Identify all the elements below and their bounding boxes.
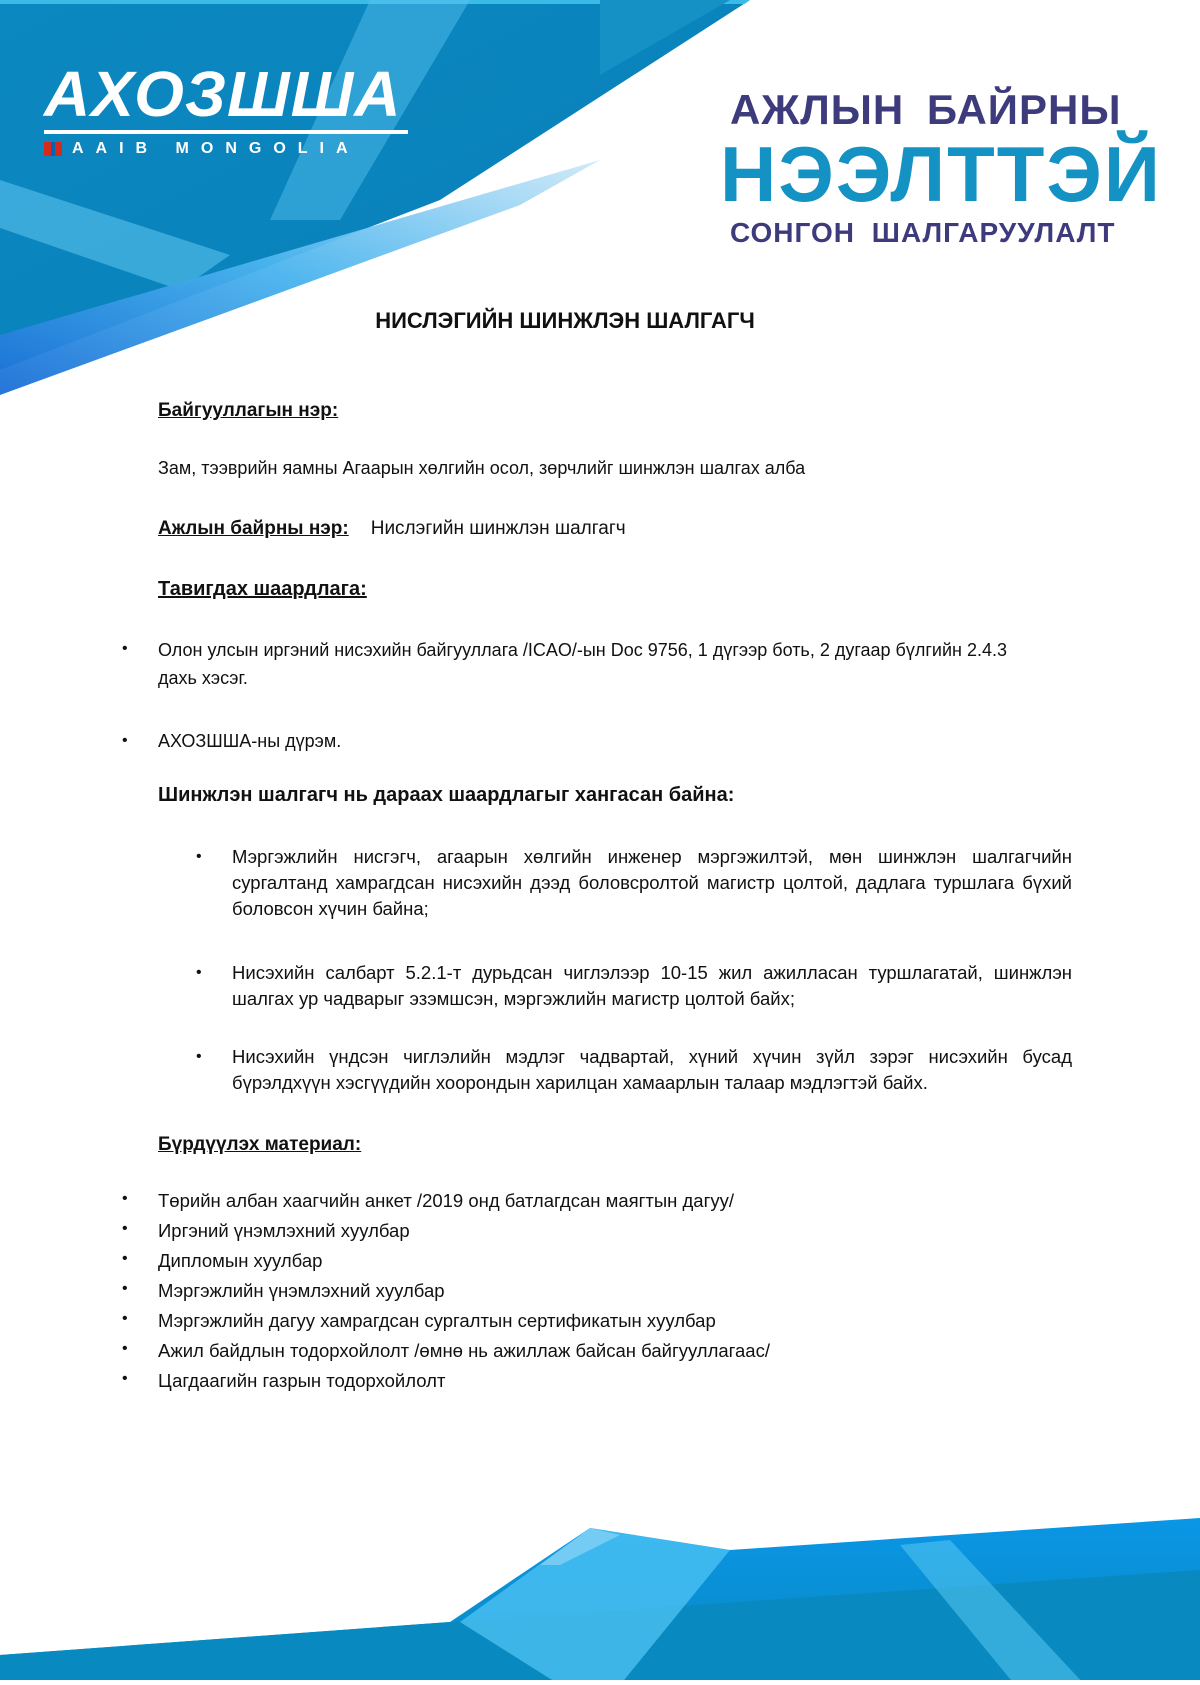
material-text: Дипломын хуулбар	[158, 1250, 323, 1271]
material-item	[122, 1276, 1022, 1306]
bullet-icon: •	[196, 964, 202, 981]
aaib-logo	[44, 58, 416, 158]
organization-value: Зам, тээврийн яамны Агаарын хөлгийн осол, зөрчлийг шинжлэн шалгах алба	[158, 458, 806, 478]
material-text: Мэргэжлийн дагуу хамрагдсан сургалтын сертификатын хуулбар	[158, 1310, 716, 1331]
investigator-requirement-item	[196, 1044, 1076, 1096]
investigator-requirement-text: Нисэхийн салбарт 5.2.1-т дурьдсан чиглэлээр 10-15 жил ажилласан туршлагатай, шинжлэн шалгах ур чадварыг эзэмшсэн, мэргэжлийн магистр цолтой байх;	[232, 962, 1072, 1009]
investigator-requirement-text: Нисэхийн үндсэн чиглэлийн мэдлэг чадвартай, хүний хүчин зүйл зэрэг нисэхийн бусад бүрэлдхүүн хэсгүүдийн хоорондын харилцан хамаарлын талаар мэдлэгтэй байх.	[232, 1046, 1072, 1093]
materials-list	[122, 1186, 1022, 1396]
requirements-label: Тавигдах шаардлага:	[158, 578, 367, 600]
mongolia-flag-icon	[44, 142, 62, 156]
investigator-requirements-heading: Шинжлэн шалгагч нь дараах шаардлагыг хангасан байна:	[158, 784, 735, 806]
material-item	[122, 1306, 1022, 1336]
position-value: Нислэгийн шинжлэн шалгагч	[370, 518, 626, 539]
material-text: Мэргэжлийн үнэмлэхний хуулбар	[158, 1280, 445, 1301]
document-title: НИСЛЭГИЙН ШИНЖЛЭН ШАЛГАГЧ	[375, 308, 755, 333]
bullet-icon: •	[122, 1280, 128, 1297]
requirement-item	[122, 728, 1072, 754]
bullet-icon: •	[196, 1048, 202, 1065]
requirement-item	[122, 636, 1072, 692]
organization-label: Байгууллагын нэр:	[158, 400, 339, 421]
position-label: Ажлын байрны нэр:	[158, 518, 349, 539]
header-line-1: АЖЛЫН БАЙРНЫ	[730, 86, 1122, 133]
material-text: Цагдаагийн газрын тодорхойлолт	[158, 1370, 446, 1391]
materials-label: Бүрдүүлэх материал:	[158, 1134, 362, 1155]
bullet-icon: •	[122, 1310, 128, 1327]
material-item	[122, 1186, 1022, 1216]
bullet-icon: •	[122, 1250, 128, 1267]
material-item	[122, 1366, 1022, 1396]
vacancy-header	[720, 86, 1180, 250]
header-line-2: НЭЭЛТТЭЙ	[720, 130, 1162, 218]
bullet-icon: •	[122, 1220, 128, 1237]
bullet-icon: •	[122, 1190, 128, 1207]
requirement-text: Олон улсын иргэний нисэхийн байгууллага /ICAO/-ын Doc 9756, 1 дүгээр боть, 2 дугаар бүлгийн 2.4.3 дахь хэсэг.	[158, 640, 1007, 688]
material-text: Ажил байдлын тодорхойлолт /өмнө нь ажиллаж байсан байгууллагаас/	[158, 1340, 770, 1361]
logo-subtitle-row	[44, 140, 416, 158]
logo-wordmark: АХОЗШША	[44, 58, 402, 130]
investigator-requirement-text: Мэргэжлийн нисгэгч, агаарын хөлгийн инженер мэргэжилтэй, мөн шинжлэн шалгагчийн сургалтанд хамрагдсан нисэхийн дээд боловсролтой магистр цолтой, дадлага туршлага бүхий боловсон хүчин байна;	[232, 846, 1072, 919]
header-line-3: СОНГОН ШАЛГАРУУЛАЛТ	[730, 217, 1116, 248]
requirement-text: АХОЗШША-ны дүрэм.	[158, 731, 342, 751]
investigator-requirement-item	[196, 960, 1076, 1012]
investigator-requirement-item	[196, 844, 1076, 922]
material-item	[122, 1216, 1022, 1246]
bullet-icon: •	[122, 640, 128, 657]
material-text: Төрийн албан хаагчийн анкет /2019 онд батлагдсан маягтын дагуу/	[158, 1190, 734, 1211]
logo-divider	[44, 130, 408, 134]
material-item	[122, 1336, 1022, 1366]
bullet-icon: •	[196, 848, 202, 865]
position-row	[158, 518, 626, 540]
logo-subtitle: AAIB MONGOLIA	[72, 140, 360, 157]
bullet-icon: •	[122, 732, 128, 749]
bullet-icon: •	[122, 1370, 128, 1387]
bullet-icon: •	[122, 1340, 128, 1357]
material-text: Иргэний үнэмлэхний хуулбар	[158, 1220, 410, 1241]
material-item	[122, 1246, 1022, 1276]
